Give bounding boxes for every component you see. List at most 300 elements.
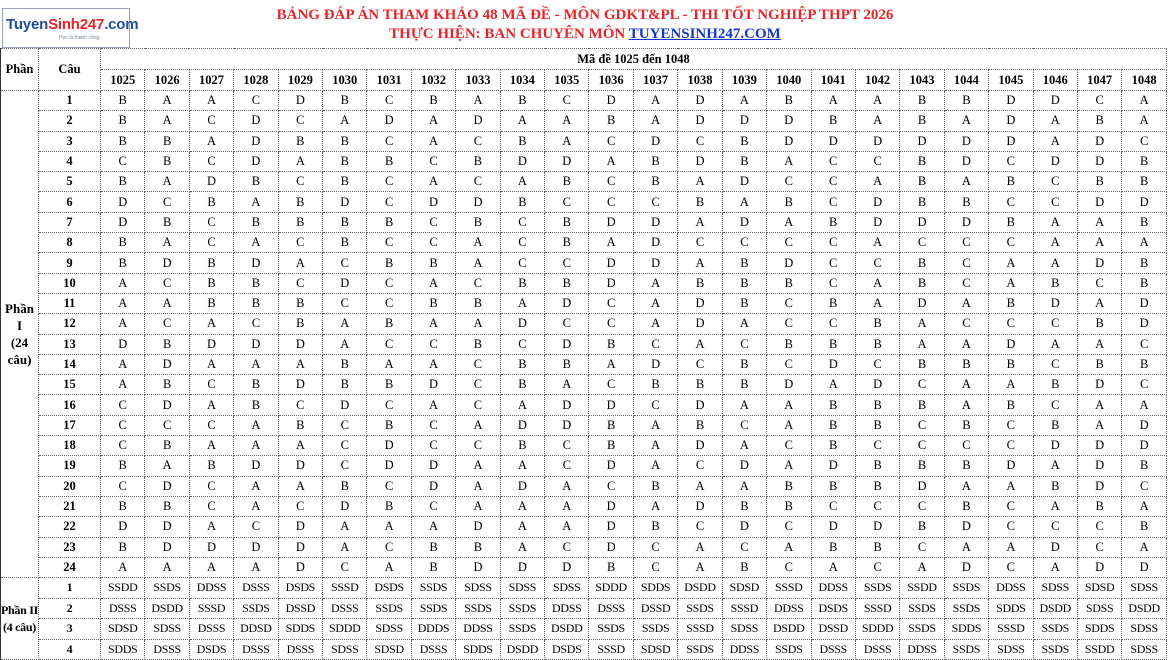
question-number: 4 bbox=[39, 151, 101, 171]
tuyensinh247-link[interactable]: TUYENSINH247.COM bbox=[628, 26, 781, 42]
answer-cell: A bbox=[633, 273, 677, 293]
answer-cell: DSSD bbox=[278, 598, 322, 619]
answer-cell: D bbox=[589, 517, 633, 537]
answer-cell: B bbox=[234, 273, 278, 293]
answer-cell: SDSS bbox=[545, 578, 589, 599]
table-row bbox=[1, 293, 1167, 313]
answer-cell: A bbox=[900, 314, 944, 334]
answer-cell: B bbox=[900, 354, 944, 374]
answer-cell: B bbox=[456, 537, 500, 557]
answer-cell: D bbox=[1033, 537, 1077, 557]
answer-cell: A bbox=[944, 476, 988, 496]
table-row bbox=[1, 395, 1167, 415]
answer-cell: SDSS bbox=[500, 578, 544, 599]
answer-cell: C bbox=[767, 172, 811, 192]
answer-cell: C bbox=[500, 212, 544, 232]
answer-cell: SDSS bbox=[989, 639, 1033, 660]
exam-code-header: 1039 bbox=[722, 70, 766, 91]
answer-cell: C bbox=[989, 192, 1033, 212]
answer-cell: C bbox=[367, 395, 411, 415]
answer-cell: A bbox=[633, 111, 677, 131]
answer-cell: D bbox=[1033, 436, 1077, 456]
answer-cell: C bbox=[367, 192, 411, 212]
answer-cell: D bbox=[678, 111, 722, 131]
answer-cell: D bbox=[101, 334, 145, 354]
answer-cell: SDDD bbox=[855, 619, 899, 640]
answer-cell: C bbox=[811, 151, 855, 171]
answer-cell: C bbox=[900, 375, 944, 395]
answer-cell: B bbox=[811, 334, 855, 354]
answer-cell: B bbox=[1077, 354, 1121, 374]
answer-cell: C bbox=[323, 557, 367, 577]
answer-cell: B bbox=[500, 273, 544, 293]
answer-cell: A bbox=[101, 557, 145, 577]
answer-cell: B bbox=[367, 375, 411, 395]
answer-cell: A bbox=[1122, 537, 1167, 557]
answer-cell: C bbox=[722, 233, 766, 253]
answer-cell: B bbox=[323, 354, 367, 374]
answer-cell: D bbox=[1077, 253, 1121, 273]
answer-cell: B bbox=[367, 253, 411, 273]
answer-cell: A bbox=[1077, 212, 1121, 232]
answer-cell: A bbox=[1033, 456, 1077, 476]
answer-cell: C bbox=[678, 456, 722, 476]
answer-cell: C bbox=[323, 436, 367, 456]
answer-cell: C bbox=[589, 131, 633, 151]
answer-cell: C bbox=[456, 436, 500, 456]
answer-cell: C bbox=[278, 496, 322, 516]
answer-cell: A bbox=[855, 172, 899, 192]
answer-cell: C bbox=[411, 233, 455, 253]
answer-cell: A bbox=[944, 111, 988, 131]
answer-cell: B bbox=[278, 212, 322, 232]
answer-cell: B bbox=[278, 131, 322, 151]
answer-cell: B bbox=[278, 314, 322, 334]
answer-cell: D bbox=[234, 334, 278, 354]
answer-cell: C bbox=[323, 253, 367, 273]
answer-cell: C bbox=[767, 293, 811, 313]
answer-cell: C bbox=[989, 496, 1033, 516]
answer-cell: C bbox=[456, 395, 500, 415]
header-ma-de-range: Mã đề 1025 đến 1048 bbox=[101, 49, 1167, 70]
answer-cell: A bbox=[1033, 131, 1077, 151]
answer-cell: DDSS bbox=[900, 639, 944, 660]
answer-cell: D bbox=[900, 131, 944, 151]
answer-cell: A bbox=[1122, 496, 1167, 516]
answer-cell: B bbox=[367, 151, 411, 171]
question-number: 22 bbox=[39, 517, 101, 537]
answer-cell: SSDS bbox=[1033, 639, 1077, 660]
answer-cell: D bbox=[1122, 293, 1167, 313]
answer-cell: SSSD bbox=[589, 639, 633, 660]
answer-cell: A bbox=[411, 131, 455, 151]
answer-cell: C bbox=[367, 172, 411, 192]
answer-cell: SDDS bbox=[944, 619, 988, 640]
exam-code-header: 1038 bbox=[678, 70, 722, 91]
answer-cell: B bbox=[411, 293, 455, 313]
answer-cell: D bbox=[811, 456, 855, 476]
answer-cell: D bbox=[545, 415, 589, 435]
answer-cell: A bbox=[767, 415, 811, 435]
answer-cell: D bbox=[411, 476, 455, 496]
answer-cell: A bbox=[500, 517, 544, 537]
answer-cell: A bbox=[189, 314, 233, 334]
answer-cell: A bbox=[145, 172, 189, 192]
exam-code-header: 1037 bbox=[633, 70, 677, 91]
answer-cell: A bbox=[1033, 253, 1077, 273]
answer-cell: C bbox=[633, 395, 677, 415]
answer-cell: C bbox=[589, 314, 633, 334]
answer-cell: C bbox=[411, 334, 455, 354]
answer-cell: SDSD bbox=[101, 619, 145, 640]
answer-cell: D bbox=[545, 395, 589, 415]
answer-cell: SDSD bbox=[367, 639, 411, 660]
answer-cell: D bbox=[101, 192, 145, 212]
answer-cell: A bbox=[722, 91, 766, 111]
answer-cell: D bbox=[1122, 415, 1167, 435]
answer-cell: B bbox=[633, 375, 677, 395]
answer-cell: D bbox=[145, 476, 189, 496]
page-titles bbox=[140, 6, 1030, 44]
answer-cell: D bbox=[1077, 476, 1121, 496]
part2-count: (4 câu) bbox=[3, 619, 36, 634]
answer-cell: D bbox=[545, 151, 589, 171]
answer-cell: C bbox=[189, 111, 233, 131]
answer-cell: D bbox=[855, 212, 899, 232]
answer-cell: B bbox=[101, 91, 145, 111]
answer-cell: A bbox=[722, 436, 766, 456]
answer-cell: C bbox=[101, 436, 145, 456]
answer-cell: DDSS bbox=[989, 578, 1033, 599]
answer-cell: B bbox=[722, 151, 766, 171]
answer-cell: B bbox=[1033, 273, 1077, 293]
answer-cell: SDSS bbox=[323, 639, 367, 660]
answer-cell: SSDS bbox=[367, 598, 411, 619]
answer-cell: B bbox=[855, 456, 899, 476]
answer-cell: B bbox=[900, 456, 944, 476]
answer-cell: B bbox=[944, 456, 988, 476]
answer-cell: C bbox=[500, 253, 544, 273]
table-row bbox=[1, 253, 1167, 273]
answer-cell: B bbox=[367, 496, 411, 516]
answer-cell: D bbox=[278, 456, 322, 476]
table-row bbox=[1, 619, 1167, 640]
answer-cell: SSDS bbox=[900, 598, 944, 619]
answer-cell: C bbox=[500, 233, 544, 253]
answer-cell: C bbox=[722, 334, 766, 354]
answer-cell: SDSS bbox=[1033, 578, 1077, 599]
answer-cell: D bbox=[1033, 293, 1077, 313]
answer-cell: D bbox=[589, 456, 633, 476]
exam-code-header: 1043 bbox=[900, 70, 944, 91]
answer-cell: C bbox=[367, 91, 411, 111]
answer-cell: C bbox=[367, 293, 411, 313]
exam-code-header: 1048 bbox=[1122, 70, 1167, 91]
answer-cell: D bbox=[234, 111, 278, 131]
answer-cell: D bbox=[278, 91, 322, 111]
table-row bbox=[1, 375, 1167, 395]
answer-cell: C bbox=[278, 395, 322, 415]
answer-cell: D bbox=[678, 436, 722, 456]
answer-cell: A bbox=[1033, 496, 1077, 516]
answer-cell: A bbox=[855, 233, 899, 253]
answer-cell: A bbox=[1077, 233, 1121, 253]
answer-cell: A bbox=[278, 253, 322, 273]
answer-cell: A bbox=[722, 314, 766, 334]
answer-cell: A bbox=[1122, 91, 1167, 111]
answer-cell: A bbox=[323, 314, 367, 334]
answer-cell: B bbox=[234, 395, 278, 415]
question-number: 1 bbox=[39, 578, 101, 599]
answer-table-body bbox=[1, 91, 1167, 660]
answer-cell: B bbox=[722, 253, 766, 273]
exam-code-header: 1026 bbox=[145, 70, 189, 91]
answer-cell: B bbox=[989, 212, 1033, 232]
answer-cell: B bbox=[456, 151, 500, 171]
answer-cell: A bbox=[323, 334, 367, 354]
answer-cell: B bbox=[589, 111, 633, 131]
answer-cell: D bbox=[678, 293, 722, 313]
answer-cell: A bbox=[944, 537, 988, 557]
answer-cell: D bbox=[545, 334, 589, 354]
answer-cell: D bbox=[944, 557, 988, 577]
question-number: 23 bbox=[39, 537, 101, 557]
answer-cell: C bbox=[900, 415, 944, 435]
answer-cell: C bbox=[411, 212, 455, 232]
answer-cell: B bbox=[811, 395, 855, 415]
answer-cell: DSDD bbox=[1033, 598, 1077, 619]
answer-cell: B bbox=[722, 557, 766, 577]
exam-code-header: 1030 bbox=[323, 70, 367, 91]
answer-cell: A bbox=[944, 395, 988, 415]
answer-cell: B bbox=[145, 212, 189, 232]
answer-cell: A bbox=[1033, 334, 1077, 354]
answer-cell: B bbox=[855, 314, 899, 334]
answer-cell: D bbox=[633, 233, 677, 253]
answer-cell: C bbox=[411, 436, 455, 456]
answer-cell: C bbox=[589, 476, 633, 496]
answer-cell: B bbox=[189, 456, 233, 476]
answer-cell: C bbox=[589, 375, 633, 395]
answer-cell: D bbox=[500, 314, 544, 334]
answer-cell: D bbox=[589, 496, 633, 516]
answer-cell: C bbox=[101, 151, 145, 171]
answer-cell: A bbox=[101, 273, 145, 293]
answer-cell: A bbox=[633, 415, 677, 435]
exam-code-header: 1036 bbox=[589, 70, 633, 91]
answer-cell: B bbox=[456, 334, 500, 354]
answer-cell: B bbox=[411, 537, 455, 557]
answer-cell: A bbox=[678, 537, 722, 557]
answer-cell: C bbox=[811, 253, 855, 273]
answer-cell: B bbox=[900, 273, 944, 293]
answer-cell: B bbox=[145, 375, 189, 395]
answer-cell: SDDS bbox=[633, 578, 677, 599]
answer-cell: DSDS bbox=[278, 578, 322, 599]
answer-cell: A bbox=[678, 172, 722, 192]
answer-cell: SDDS bbox=[101, 639, 145, 660]
answer-cell: SSSD bbox=[189, 598, 233, 619]
answer-cell: SSDS bbox=[145, 578, 189, 599]
answer-cell: B bbox=[145, 151, 189, 171]
answer-cell: A bbox=[234, 415, 278, 435]
answer-cell: C bbox=[989, 233, 1033, 253]
answer-cell: C bbox=[189, 415, 233, 435]
answer-cell: A bbox=[367, 517, 411, 537]
answer-cell: SDDS bbox=[456, 639, 500, 660]
answer-cell: C bbox=[900, 233, 944, 253]
answer-cell: C bbox=[1122, 375, 1167, 395]
exam-code-header: 1045 bbox=[989, 70, 1033, 91]
answer-cell: C bbox=[767, 354, 811, 374]
answer-cell: B bbox=[101, 253, 145, 273]
answer-cell: C bbox=[589, 192, 633, 212]
answer-cell: DSSS bbox=[811, 639, 855, 660]
answer-cell: B bbox=[678, 375, 722, 395]
answer-cell: D bbox=[234, 456, 278, 476]
answer-cell: DDDS bbox=[411, 619, 455, 640]
answer-cell: C bbox=[411, 496, 455, 516]
answer-cell: DSDD bbox=[1122, 598, 1167, 619]
answer-cell: C bbox=[367, 537, 411, 557]
answer-cell: B bbox=[722, 273, 766, 293]
answer-cell: D bbox=[989, 111, 1033, 131]
answer-cell: SSDS bbox=[767, 639, 811, 660]
answer-cell: C bbox=[1033, 192, 1077, 212]
answer-cell: A bbox=[633, 91, 677, 111]
answer-cell: D bbox=[1077, 192, 1121, 212]
answer-cell: A bbox=[811, 91, 855, 111]
answer-cell: A bbox=[855, 273, 899, 293]
answer-cell: C bbox=[545, 314, 589, 334]
answer-cell: A bbox=[722, 476, 766, 496]
table-row bbox=[1, 517, 1167, 537]
answer-cell: B bbox=[1033, 375, 1077, 395]
answer-cell: A bbox=[278, 436, 322, 456]
answer-cell: B bbox=[855, 476, 899, 496]
answer-cell: D bbox=[1033, 91, 1077, 111]
answer-cell: C bbox=[722, 537, 766, 557]
answer-cell: B bbox=[411, 557, 455, 577]
answer-cell: B bbox=[545, 233, 589, 253]
answer-cell: B bbox=[900, 395, 944, 415]
answer-cell: D bbox=[678, 496, 722, 516]
answer-cell: D bbox=[545, 557, 589, 577]
exam-code-header: 1033 bbox=[456, 70, 500, 91]
tuyensinh247-logo[interactable] bbox=[2, 8, 139, 48]
answer-cell: D bbox=[278, 517, 322, 537]
table-row bbox=[1, 557, 1167, 577]
answer-cell: A bbox=[323, 537, 367, 557]
answer-cell: C bbox=[589, 293, 633, 313]
answer-cell: A bbox=[234, 476, 278, 496]
answer-cell: D bbox=[234, 131, 278, 151]
answer-cell: D bbox=[323, 496, 367, 516]
question-number: 6 bbox=[39, 192, 101, 212]
answer-cell: C bbox=[456, 273, 500, 293]
answer-cell: B bbox=[367, 415, 411, 435]
answer-cell: A bbox=[545, 375, 589, 395]
answer-cell: A bbox=[989, 537, 1033, 557]
answer-cell: SSDS bbox=[411, 598, 455, 619]
exam-code-header: 1047 bbox=[1077, 70, 1121, 91]
answer-cell: C bbox=[189, 375, 233, 395]
answer-cell: B bbox=[500, 354, 544, 374]
answer-cell: B bbox=[145, 496, 189, 516]
table-row bbox=[1, 578, 1167, 599]
exam-code-header: 1046 bbox=[1033, 70, 1077, 91]
answer-cell: A bbox=[323, 111, 367, 131]
answer-cell: C bbox=[1077, 273, 1121, 293]
answer-cell: DDSS bbox=[767, 598, 811, 619]
answer-cell: D bbox=[944, 517, 988, 537]
answer-cell: B bbox=[323, 476, 367, 496]
question-number: 20 bbox=[39, 476, 101, 496]
answer-cell: A bbox=[278, 476, 322, 496]
answer-cell: D bbox=[722, 111, 766, 131]
answer-cell: A bbox=[500, 456, 544, 476]
exam-code-header: 1027 bbox=[189, 70, 233, 91]
answer-cell: B bbox=[678, 192, 722, 212]
answer-cell: A bbox=[101, 375, 145, 395]
answer-cell: B bbox=[855, 537, 899, 557]
question-number: 12 bbox=[39, 314, 101, 334]
answer-cell: D bbox=[101, 212, 145, 232]
answer-cell: A bbox=[1033, 212, 1077, 232]
answer-cell: C bbox=[811, 496, 855, 516]
answer-cell: SSSD bbox=[855, 598, 899, 619]
answer-cell: D bbox=[900, 212, 944, 232]
table-row bbox=[1, 415, 1167, 435]
answer-cell: C bbox=[456, 172, 500, 192]
answer-cell: A bbox=[500, 496, 544, 516]
answer-cell: A bbox=[500, 537, 544, 557]
answer-cell: B bbox=[545, 354, 589, 374]
answer-cell: D bbox=[1122, 314, 1167, 334]
answer-cell: D bbox=[633, 212, 677, 232]
answer-cell: B bbox=[1077, 172, 1121, 192]
answer-cell: D bbox=[1077, 151, 1121, 171]
answer-cell: C bbox=[811, 172, 855, 192]
answer-cell: B bbox=[811, 212, 855, 232]
answer-cell: DSSS bbox=[234, 578, 278, 599]
answer-cell: C bbox=[323, 293, 367, 313]
answer-cell: B bbox=[1033, 476, 1077, 496]
answer-cell: DSSS bbox=[234, 639, 278, 660]
answer-cell: C bbox=[722, 415, 766, 435]
answer-cell: B bbox=[1122, 517, 1167, 537]
answer-cell: D bbox=[278, 537, 322, 557]
answer-cell: SSDS bbox=[944, 598, 988, 619]
answer-cell: C bbox=[456, 354, 500, 374]
answer-cell: B bbox=[678, 415, 722, 435]
answer-cell: B bbox=[145, 436, 189, 456]
answer-cell: B bbox=[278, 192, 322, 212]
answer-cell: A bbox=[1033, 557, 1077, 577]
answer-cell: B bbox=[234, 212, 278, 232]
answer-cell: A bbox=[145, 111, 189, 131]
answer-cell: B bbox=[101, 537, 145, 557]
answer-cell: B bbox=[855, 334, 899, 354]
answer-cell: C bbox=[278, 273, 322, 293]
table-row bbox=[1, 496, 1167, 516]
table-row bbox=[1, 151, 1167, 171]
answer-cell: C bbox=[767, 557, 811, 577]
answer-cell: B bbox=[500, 91, 544, 111]
answer-cell: A bbox=[234, 354, 278, 374]
exam-code-header: 1031 bbox=[367, 70, 411, 91]
answer-cell: D bbox=[278, 557, 322, 577]
